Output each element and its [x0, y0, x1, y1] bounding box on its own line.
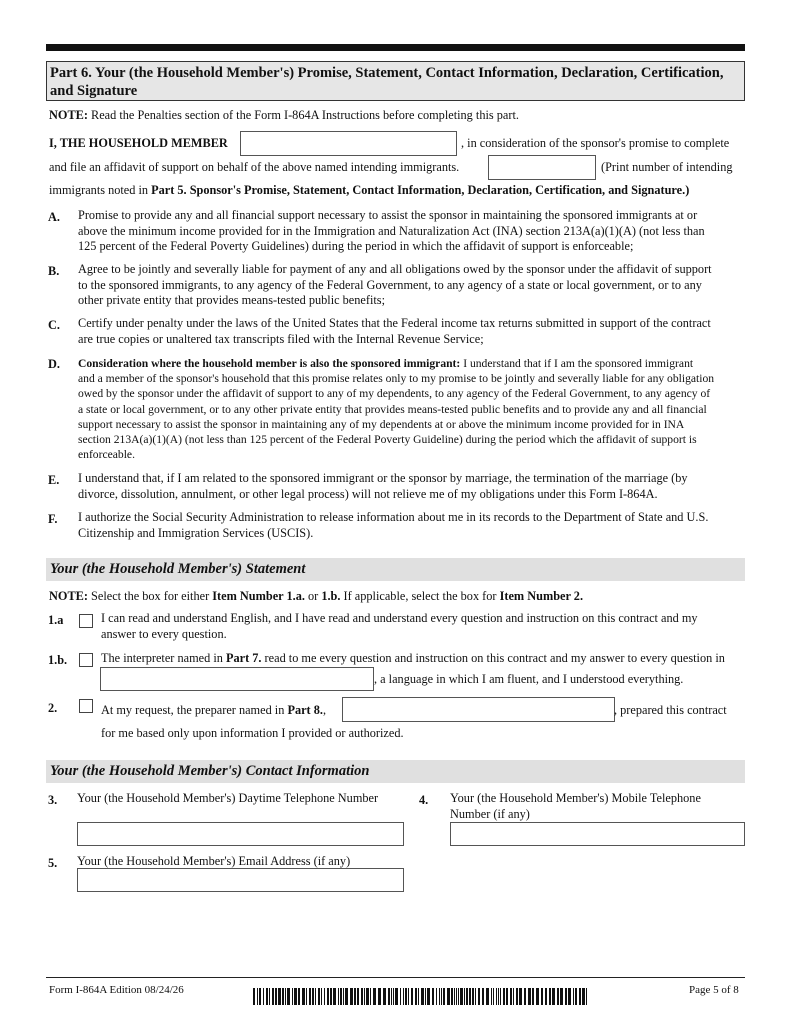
barcode-bar [541, 988, 543, 1005]
item-1a-number: 1.a [48, 613, 64, 627]
barcode-bar [443, 988, 445, 1005]
barcode-bar [312, 988, 314, 1005]
item-1b-language-text: , a language in which I am fluent, and I understood everything. [374, 672, 684, 686]
barcode-bar [552, 988, 555, 1005]
barcode-bar [361, 988, 363, 1005]
consideration-text: , in consideration of the sponsor's promise to complete [461, 136, 730, 150]
barcode-bar [447, 988, 450, 1005]
barcode-bar [272, 988, 274, 1005]
barcode-bar [545, 988, 547, 1005]
barcode-bar [350, 988, 353, 1005]
barcode-bar [298, 988, 300, 1005]
part-6-header [46, 61, 745, 101]
number-of-immigrants-field[interactable] [488, 155, 596, 180]
barcode-bar [565, 988, 567, 1005]
barcode-bar [393, 988, 394, 1005]
barcode-bar [306, 988, 307, 1005]
barcode-bar [493, 988, 494, 1005]
statement-section-header: Your (the Household Member's) Statement [46, 558, 745, 581]
barcode-bar [357, 988, 359, 1005]
barcode-bar [411, 988, 413, 1005]
barcode-bar [330, 988, 332, 1005]
statement-note: NOTE: Select the box for either Item Number 1.a. or 1.b. If applicable, select the box for Item Number 2. [49, 589, 584, 603]
item-2-line-2: for me based only upon information I provided or authorized. [101, 726, 404, 740]
barcode-bar [383, 988, 386, 1005]
barcode-bar [491, 988, 492, 1005]
barcode-bar [478, 988, 480, 1005]
interpreter-language-field[interactable] [100, 667, 374, 691]
item-1b-text: The interpreter named in Part 7. read to me every question and instruction on this contract and my answer to every question in [101, 651, 725, 665]
item-1a-checkbox[interactable] [79, 614, 93, 628]
barcode-bar [421, 988, 424, 1005]
barcode-bar [436, 988, 437, 1005]
item-1a-text: I can read and understand English, and I have read and understand every question and instruction on this contract and my answer to every question. [101, 611, 698, 641]
barcode-bar [318, 988, 320, 1005]
barcode-bar [395, 988, 398, 1005]
daytime-phone-field[interactable] [77, 822, 404, 846]
footer-rule [46, 977, 745, 978]
penalties-note: NOTE: Read the Penalties section of the Form I-864A Instructions before completing this part. [49, 108, 519, 122]
barcode-bar [560, 988, 563, 1005]
barcode-bar [340, 988, 342, 1005]
barcode-bar [427, 988, 430, 1005]
barcode-bar [458, 988, 459, 1005]
item-2-text: At my request, the preparer named in Part 8., [101, 703, 327, 717]
item-1b-number: 1.b. [48, 653, 68, 667]
barcode-bar [405, 988, 407, 1005]
barcode-bar [503, 988, 505, 1005]
barcode-bar [573, 988, 574, 1005]
item-2-number: 2. [48, 701, 58, 715]
barcode-bar [263, 988, 264, 1005]
top-rule [46, 44, 745, 51]
barcode-bar [568, 988, 571, 1005]
form-edition: Form I-864A Edition 08/24/26 [49, 984, 184, 996]
barcode-bar [415, 988, 417, 1005]
barcode-bar [266, 988, 268, 1005]
page-number: Page 5 of 8 [689, 984, 739, 996]
email-address-field[interactable] [77, 868, 404, 892]
barcode-bar [464, 988, 465, 1005]
barcode-bar [338, 988, 339, 1005]
barcode-bar [510, 988, 512, 1005]
barcode-bar [469, 988, 471, 1005]
barcode-bar [425, 988, 426, 1005]
barcode-bar [259, 988, 261, 1005]
preparer-name-field[interactable] [342, 697, 615, 722]
barcode-bar [391, 988, 392, 1005]
item-2-checkbox[interactable] [79, 699, 93, 713]
barcode-bar [451, 988, 453, 1005]
part-6-title: Part 6. Your (the Household Member's) Promise, Statement, Contact Information, Declaration, Certification, and Signature [50, 65, 724, 99]
barcode-bar [557, 988, 559, 1005]
barcode-bar [472, 988, 474, 1005]
affidavit-line: and file an affidavit of support on behalf of the above named intending immigrants. [49, 160, 460, 174]
barcode-bar [486, 988, 489, 1005]
item-1b-checkbox[interactable] [79, 653, 93, 667]
barcode-bar [400, 988, 401, 1005]
barcode-bar [460, 988, 463, 1005]
barcode-bar [475, 988, 476, 1005]
barcode-bar [315, 988, 316, 1005]
barcode-bar [269, 988, 270, 1005]
barcode-bar [333, 988, 336, 1005]
barcode-bar [324, 988, 325, 1005]
barcode-bar [454, 988, 455, 1005]
item-3-number: 3. [48, 793, 58, 807]
barcode-bar [524, 988, 526, 1005]
barcode-bar [408, 988, 409, 1005]
barcode-bar [378, 988, 381, 1005]
item-5-number: 5. [48, 856, 58, 870]
barcode-bar [275, 988, 277, 1005]
barcode-bar [579, 988, 581, 1005]
barcode-bar [482, 988, 484, 1005]
barcode-bar [575, 988, 577, 1005]
mobile-phone-field[interactable] [450, 822, 745, 846]
barcode-bar [418, 988, 419, 1005]
item-4-number: 4. [419, 793, 429, 807]
barcode-bar [343, 988, 344, 1005]
barcode-image [253, 988, 593, 1005]
barcode-bar [549, 988, 551, 1005]
household-member-label: I, THE HOUSEHOLD MEMBER [49, 136, 228, 150]
barcode-bar [441, 988, 442, 1005]
barcode-bar [516, 988, 518, 1005]
item-2-prepared-text: , prepared this contract [614, 703, 727, 717]
barcode-bar [285, 988, 286, 1005]
barcode-bar [536, 988, 539, 1005]
print-number-text: (Print number of intending [601, 160, 733, 174]
barcode-bar [364, 988, 365, 1005]
item-5-label: Your (the Household Member's) Email Address (if any) [77, 854, 351, 868]
barcode-bar [302, 988, 305, 1005]
barcode-bar [345, 988, 348, 1005]
barcode-bar [498, 988, 499, 1005]
barcode-bar [373, 988, 376, 1005]
barcode-bar [370, 988, 371, 1005]
barcode-bar [528, 988, 531, 1005]
barcode-bar [513, 988, 514, 1005]
barcode-bar [456, 988, 457, 1005]
contact-section-header: Your (the Household Member's) Contact Information [46, 760, 745, 783]
barcode-bar [388, 988, 390, 1005]
barcode-bar [327, 988, 329, 1005]
barcode-bar [287, 988, 290, 1005]
household-member-name-field[interactable] [240, 131, 457, 156]
barcode-bar [500, 988, 501, 1005]
barcode-bar [294, 988, 297, 1005]
barcode-bar [586, 988, 587, 1005]
immigrants-noted-line: immigrants noted in Part 5. Sponsor's Promise, Statement, Contact Information, Declaration, Certification, and Signature.) [49, 183, 690, 197]
barcode-bar [439, 988, 440, 1005]
barcode-bar [278, 988, 281, 1005]
barcode-bar [321, 988, 322, 1005]
barcode-bar [292, 988, 293, 1005]
barcode-bar [519, 988, 522, 1005]
barcode-bar [366, 988, 369, 1005]
barcode-bar [532, 988, 534, 1005]
barcode-bar [582, 988, 585, 1005]
barcode-bar [257, 988, 258, 1005]
item-3-label: Your (the Household Member's) Daytime Telephone Number [77, 791, 379, 805]
barcode-bar [309, 988, 311, 1005]
barcode-bar [496, 988, 497, 1005]
barcode-bar [403, 988, 404, 1005]
item-4-label: Your (the Household Member's) Mobile Telephone Number (if any) [450, 791, 701, 821]
barcode-bar [354, 988, 356, 1005]
barcode-bar [253, 988, 255, 1005]
barcode-bar [466, 988, 468, 1005]
barcode-bar [282, 988, 284, 1005]
barcode-bar [506, 988, 508, 1005]
barcode-bar [432, 988, 434, 1005]
